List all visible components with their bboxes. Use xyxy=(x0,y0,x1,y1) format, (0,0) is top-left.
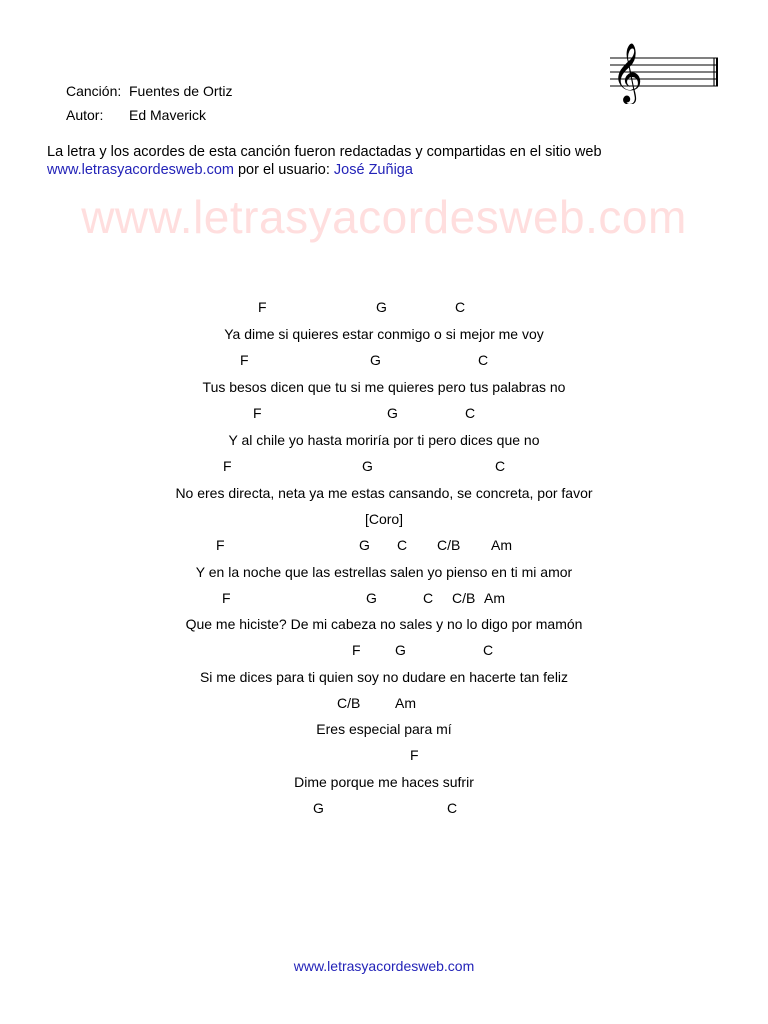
chord: C xyxy=(447,800,458,816)
chord: F xyxy=(410,747,419,763)
lyric-line: Y al chile yo hasta moriría por ti pero dices que no xyxy=(228,432,540,448)
chord: G xyxy=(376,299,387,315)
chord: G xyxy=(359,537,370,553)
intro-credit xyxy=(47,162,413,178)
chord: C xyxy=(455,299,466,315)
intro-text: La letra y los acordes de esta canción fueron redactadas y compartidas en el sitio web xyxy=(47,144,602,160)
lyric-line: No eres directa, neta ya me estas cansando, se concreta, por favor xyxy=(175,485,593,501)
footer-link[interactable]: www.letrasyacordesweb.com xyxy=(293,958,475,974)
chord: Am xyxy=(395,695,416,711)
author-label: Autor: xyxy=(66,107,104,123)
chord: C/B xyxy=(337,695,361,711)
chord: G xyxy=(362,458,373,474)
chord: C xyxy=(465,405,476,421)
chord: G xyxy=(370,352,381,368)
author-name: Ed Maverick xyxy=(129,107,207,123)
lyric-line: Dime porque me haces sufrir xyxy=(294,774,474,790)
lyric-line: Eres especial para mí xyxy=(316,721,452,737)
section-label: [Coro] xyxy=(364,511,404,527)
chord: C xyxy=(495,458,506,474)
user-link[interactable]: José Zuñiga xyxy=(333,162,413,178)
chord: C xyxy=(478,352,489,368)
svg-text:𝄞: 𝄞 xyxy=(612,43,643,103)
lyric-line: Y en la noche que las estrellas salen yo pienso en ti mi amor xyxy=(195,564,573,580)
chord: C xyxy=(423,590,434,606)
by-user-text: por el usuario: xyxy=(233,162,334,178)
chord: F xyxy=(223,458,232,474)
chord: F xyxy=(216,537,225,553)
treble-clef-staff-icon xyxy=(608,40,720,104)
chord: C/B xyxy=(452,590,476,606)
chord: G xyxy=(395,642,406,658)
chord: F xyxy=(352,642,361,658)
song-label: Canción: xyxy=(66,83,122,99)
chord: Am xyxy=(484,590,505,606)
chord: F xyxy=(222,590,231,606)
chord: F xyxy=(253,405,262,421)
chord: C xyxy=(397,537,408,553)
lyric-line: Que me hiciste? De mi cabeza no sales y no lo digo por mamón xyxy=(185,616,583,632)
watermark: www.letrasyacordesweb.com xyxy=(81,191,687,243)
chord: F xyxy=(258,299,267,315)
chord: F xyxy=(240,352,249,368)
chord: G xyxy=(387,405,398,421)
chord: G xyxy=(313,800,324,816)
chord: C xyxy=(483,642,494,658)
chord: C/B xyxy=(437,537,461,553)
chord: G xyxy=(366,590,377,606)
lyric-line: Si me dices para ti quien soy no dudare en hacerte tan feliz xyxy=(199,669,569,685)
site-link[interactable]: www.letrasyacordesweb.com xyxy=(47,162,234,178)
lyric-line: Tus besos dicen que tu si me quieres pero tus palabras no xyxy=(202,379,566,395)
lyric-line: Ya dime si quieres estar conmigo o si mejor me voy xyxy=(224,326,544,342)
song-title: Fuentes de Ortiz xyxy=(129,83,233,99)
footer xyxy=(0,958,768,974)
chord: Am xyxy=(491,537,512,553)
